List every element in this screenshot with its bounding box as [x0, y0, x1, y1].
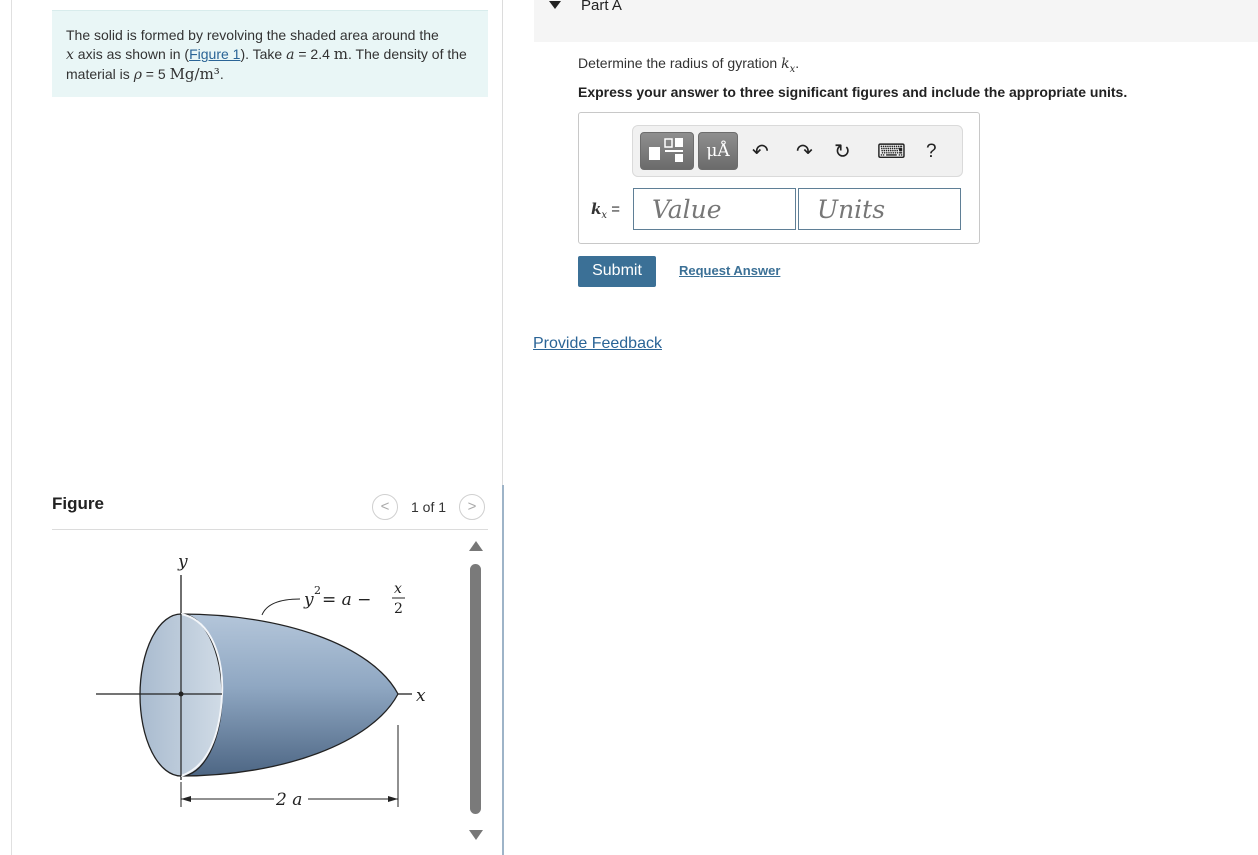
figure-prev-button[interactable]: [372, 494, 398, 520]
problem-text-3: ). Take: [240, 46, 287, 62]
answer-label-variable: k: [591, 200, 602, 218]
figure-counter: 1 of 1: [411, 499, 447, 515]
provide-feedback-link[interactable]: Provide Feedback: [533, 335, 662, 352]
fraction-denominator: 2: [394, 601, 403, 617]
submit-button[interactable]: Submit: [578, 256, 656, 287]
problem-text-1: The solid is formed by revolving the shaded area around the: [66, 27, 439, 43]
a-value: = 2.4: [294, 46, 334, 62]
figure-next-button[interactable]: [459, 494, 485, 520]
problem-statement: [52, 10, 488, 97]
a-variable: a: [286, 47, 295, 63]
chevron-left-icon: <: [380, 498, 390, 515]
panel-divider-highlight: [502, 485, 504, 855]
scroll-down-arrow[interactable]: [469, 830, 483, 840]
units-input[interactable]: Units: [798, 188, 961, 230]
answer-label-subscript: x: [601, 210, 608, 221]
scrollbar-thumb[interactable]: [470, 564, 481, 814]
fraction-numerator: x: [394, 581, 402, 597]
answer-label: [591, 200, 620, 221]
problem-text-5: .: [219, 66, 224, 82]
dimension-label: 2 a: [276, 790, 303, 810]
prompt-variable: k: [781, 56, 790, 72]
question-prompt: [578, 55, 799, 75]
curve-equation-y: y: [304, 590, 314, 610]
figure-divider: [52, 529, 488, 530]
value-input[interactable]: Value: [633, 188, 796, 230]
chevron-right-icon: >: [467, 498, 477, 515]
rho-unit: Mg/m³: [169, 65, 220, 83]
prompt-subscript: x: [789, 63, 796, 75]
axis-variable: x: [66, 47, 74, 63]
rho-variable: ρ: [133, 67, 142, 83]
templates-icon: [641, 133, 693, 169]
templates-button[interactable]: [640, 132, 694, 170]
equation-leader: [262, 599, 300, 615]
dimension-arrow-left: [181, 796, 191, 802]
x-axis-label: x: [416, 686, 426, 706]
help-icon[interactable]: ?: [926, 141, 937, 162]
undo-icon[interactable]: ↶: [752, 141, 769, 163]
origin-dot: [179, 692, 184, 697]
scroll-up-arrow[interactable]: [469, 541, 483, 551]
rho-value: = 5: [141, 66, 170, 82]
units-button[interactable]: μÅ: [698, 132, 738, 170]
problem-text-2: axis as shown in (: [73, 46, 190, 62]
request-answer-link[interactable]: Request Answer: [679, 263, 781, 278]
y-axis-label: y: [178, 552, 188, 572]
prompt-text: Determine the radius of gyration: [578, 55, 782, 71]
prompt-end: .: [795, 55, 800, 71]
curve-equation-mid: = a −: [322, 590, 372, 610]
a-unit: m: [333, 45, 348, 63]
answer-instruction: Express your answer to three significant figures and include the appropriate units.: [578, 84, 1128, 100]
part-title: Part A: [581, 0, 622, 14]
keyboard-icon[interactable]: ⌨: [877, 141, 906, 163]
part-header[interactable]: [534, 0, 1258, 42]
answer-label-equals: =: [607, 201, 620, 218]
curve-equation-exponent: 2: [314, 584, 321, 597]
redo-icon[interactable]: ↷: [796, 141, 813, 163]
collapse-triangle-icon[interactable]: [549, 1, 561, 9]
figure-title: Figure: [52, 494, 104, 513]
problem-text-4: . The density of the material is: [66, 46, 467, 82]
reset-icon[interactable]: ↻: [834, 141, 851, 163]
left-border: [11, 0, 12, 855]
figure-image: [52, 535, 462, 835]
figure-link[interactable]: Figure 1: [189, 46, 241, 62]
dimension-arrow-right: [388, 796, 398, 802]
